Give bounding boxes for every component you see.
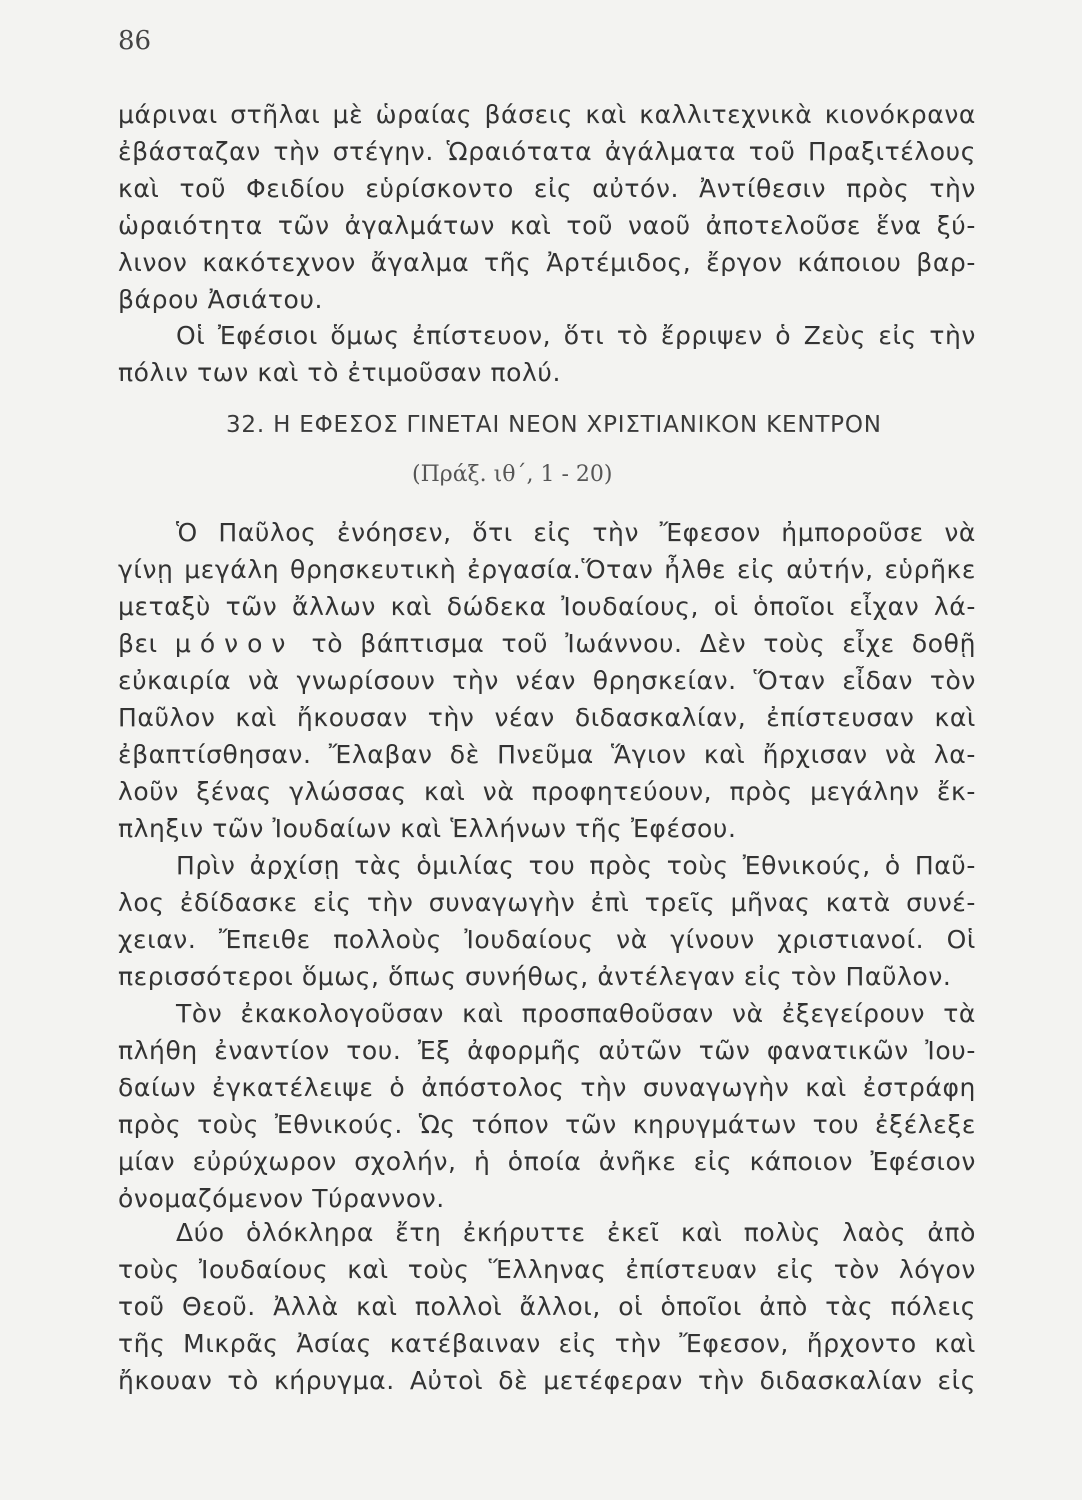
paragraph-school-of-tyrannus [118, 995, 976, 1217]
text-line: βάρου Ἀσιάτου. [118, 285, 324, 314]
text-line: λοῦν ξένας γλώσσας καὶ νὰ προφητεύουν, πρὸς μεγάλην ἔκ- [118, 777, 976, 806]
page-number: 86 [118, 26, 152, 56]
text-line: ὡραιότητα τῶν ἀγαλμάτων καὶ τοῦ ναοῦ ἀποτελοῦσε ἕνα ξύ- [118, 211, 976, 240]
text-line: γίνῃ μεγάλη θρησκευτικὴ ἐργασία.Ὅταν ἦλθε εἰς αὐτήν, εὑρῆκε [118, 555, 976, 584]
text-line: Δύο ὁλόκληρα ἔτη ἐκήρυττε ἐκεῖ καὶ πολὺς λαὸς ἀπὸ [176, 1218, 976, 1247]
text-line: περισσότεροι ὅμως, ὅπως συνήθως, ἀντέλεγαν εἰς τὸν Παῦλον. [118, 962, 952, 991]
text-line: ἐβαπτίσθησαν. Ἔλαβαν δὲ Πνεῦμα Ἅγιον καὶ ἤρχισαν νὰ λα- [118, 740, 976, 769]
paragraph-ephesians-belief [118, 317, 976, 391]
section-heading: 32. Η ΕΦΕΣΟΣ ΓΙΝΕΤΑΙ ΝΕΟΝ ΧΡΙΣΤΙΑΝΙΚΟΝ ΚΕΝΤΡΟΝ [226, 412, 882, 438]
text-line: τῆς Μικρᾶς Ἀσίας κατέβαιναν εἰς τὴν Ἔφεσον, ἤρχοντο καὶ [118, 1329, 976, 1358]
text-line: Πρὶν ἀρχίσῃ τὰς ὁμιλίας του πρὸς τοὺς Ἐθνικούς, ὁ Παῦ- [176, 851, 976, 880]
text-line: μάριναι στῆλαι μὲ ὡραίας βάσεις καὶ καλλιτεχνικὰ κιονόκρανα [118, 100, 976, 129]
text-line: μίαν εὐρύχωρον σχολήν, ἡ ὁποία ἀνῆκε εἰς κάποιον Ἐφέσιον [118, 1147, 976, 1176]
text-line: Ὁ Παῦλος ἐνόησεν, ὅτι εἰς τὴν Ἔφεσον ἠμποροῦσε νὰ [176, 518, 976, 547]
text-line: πληξιν τῶν Ἰουδαίων καὶ Ἑλλήνων τῆς Ἐφέσου. [118, 814, 737, 843]
text-line: τοῦ Θεοῦ. Ἀλλὰ καὶ πολλοὶ ἄλλοι, οἱ ὁποῖοι ἀπὸ τὰς πόλεις [118, 1292, 976, 1321]
text-line: Τὸν ἐκακολογοῦσαν καὶ προσπαθοῦσαν νὰ ἐξεγείρουν τὰ [176, 999, 976, 1028]
text-line: λος ἐδίδασκε εἰς τὴν συναγωγὴν ἐπὶ τρεῖς μῆνας κατὰ συνέ- [118, 888, 976, 917]
text-line [118, 625, 976, 662]
text-line: καὶ τοῦ Φειδίου εὑρίσκοντο εἰς αὐτόν. Ἀντίθεσιν πρὸς τὴν [118, 174, 976, 203]
text-line: Παῦλον καὶ ἤκουσαν τὴν νέαν διδασκαλίαν, ἐπίστευσαν καὶ [118, 703, 976, 732]
text-line: πόλιν των καὶ τὸ ἐτιμοῦσαν πολύ. [118, 358, 562, 387]
emphasized-word: μόνον [174, 629, 295, 658]
text-fragment: βει [118, 629, 158, 658]
text-line: εὐκαιρία νὰ γνωρίσουν τὴν νέαν θρησκείαν. Ὅταν εἶδαν τὸν [118, 666, 976, 695]
text-fragment: τὸ βάπτισμα τοῦ Ἰωάννου. Δὲν τοὺς εἶχε δοθῇ [311, 629, 977, 658]
paragraph-paul-in-ephesus [118, 514, 976, 847]
paragraph-synagogue-teaching [118, 847, 976, 995]
text-line: Οἱ Ἐφέσιοι ὅμως ἐπίστευον, ὅτι τὸ ἔρριψεν ὁ Ζεὺς εἰς τὴν [176, 321, 976, 350]
text-line: πλήθη ἐναντίον του. Ἐξ ἀφορμῆς αὐτῶν τῶν φανατικῶν Ἰου- [118, 1036, 976, 1065]
paragraph-temple-description [118, 96, 976, 318]
text-line: μεταξὺ τῶν ἄλλων καὶ δώδεκα Ἰουδαίους, οἱ ὁποῖοι εἶχαν λά- [118, 592, 976, 621]
text-line: ἤκουαν τὸ κήρυγμα. Αὐτοὶ δὲ μετέφεραν τὴν διδασκαλίαν εἰς [118, 1366, 976, 1395]
text-line: πρὸς τοὺς Ἐθνικούς. Ὡς τόπον τῶν κηρυγμάτων του ἐξέλεξε [118, 1110, 976, 1139]
text-line: δαίων ἐγκατέλειψε ὁ ἀπόστολος τὴν συναγωγὴν καὶ ἐστράφη [118, 1073, 976, 1102]
paragraph-two-years-preaching [118, 1214, 976, 1399]
text-line: τοὺς Ἰουδαίους καὶ τοὺς Ἕλληνας ἐπίστευαν εἰς τὸν λόγον [118, 1255, 976, 1284]
text-line: λινον κακότεχνον ἄγαλμα τῆς Ἀρτέμιδος, ἔργον κάποιου βαρ- [118, 248, 976, 277]
section-reference: (Πράξ. ιθ΄, 1 - 20) [412, 462, 613, 487]
text-line: ὀνομαζόμενον Τύραννον. [118, 1184, 445, 1213]
text-line: ἐβάσταζαν τὴν στέγην. Ὡραιότατα ἀγάλματα τοῦ Πραξιτέλους [118, 137, 976, 166]
text-line: χειαν. Ἔπειθε πολλοὺς Ἰουδαίους νὰ γίνουν χριστιανοί. Οἱ [118, 925, 976, 954]
